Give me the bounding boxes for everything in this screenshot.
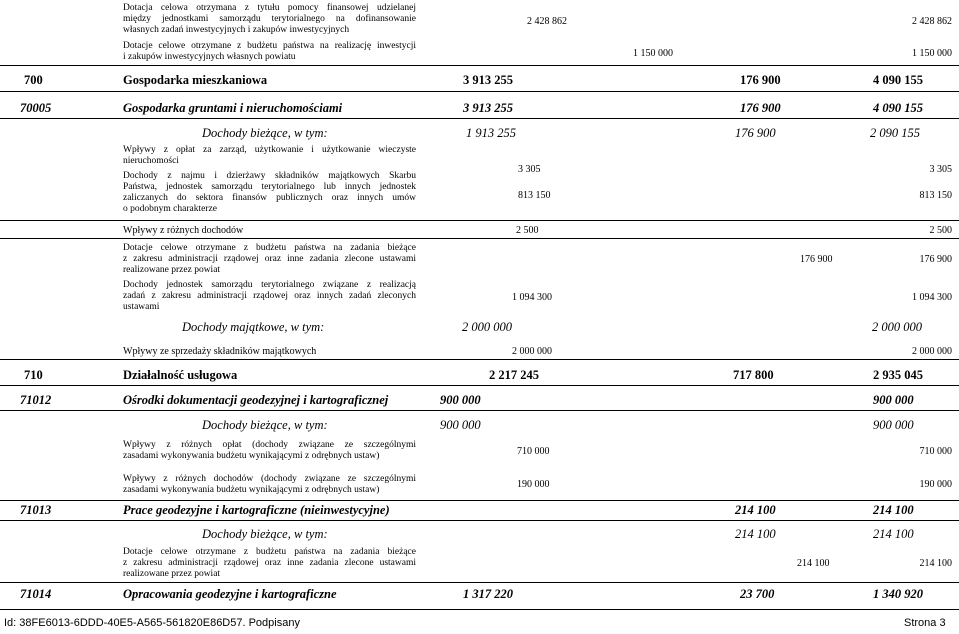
chapter-code: 710 [24, 368, 43, 382]
group-v2: 176 900 [735, 126, 776, 140]
divider [0, 410, 959, 411]
chapter-code: 700 [24, 73, 43, 87]
divider [0, 359, 959, 360]
section-code: 71014 [20, 587, 52, 601]
row-total: 2 500 [929, 225, 952, 236]
chapter-v3: 2 935 045 [873, 368, 923, 382]
row-value: 1 094 300 [512, 292, 552, 303]
section-v3: 900 000 [873, 393, 914, 407]
chapter-v3: 4 090 155 [873, 73, 923, 87]
row-text: Wpływy z opłat za zarząd, użytkowanie i użytkowanie wieczyste nieruchomości [123, 145, 416, 166]
footer-id: Id: 38FE6013-6DDD-40E5-A565-561820E86D57. Podpisany [4, 617, 300, 629]
row-total: 1 094 300 [912, 292, 952, 303]
chapter-v1: 2 217 245 [489, 368, 539, 382]
row-text: Dotacje celowe otrzymane z budżetu państwa na realizację inwestycji i zakupów inwestycyjnych własnych powiatu [123, 41, 416, 62]
section-v3: 214 100 [873, 503, 914, 517]
chapter-name: Gospodarka mieszkaniowa [123, 73, 268, 87]
row-value: 710 000 [517, 446, 550, 457]
chapter-name: Działalność usługowa [123, 368, 238, 382]
row-text: Dotacje celowe otrzymane z budżetu państwa na zadania bieżące z zakresu administracji rządowej oraz inne zadania zlecone ustawami realizowane przez powiat [123, 243, 416, 275]
row-value: 176 900 [800, 254, 833, 265]
row-total: 813 150 [919, 190, 952, 201]
row-value: 2 428 862 [527, 16, 567, 27]
divider [0, 65, 959, 66]
section-v1: 900 000 [440, 393, 481, 407]
chapter-v2: 176 900 [740, 73, 781, 87]
row-value: 214 100 [797, 558, 830, 569]
group-v3: 214 100 [873, 527, 914, 541]
row-text: Wpływy z różnych dochodów (dochody związane ze szczególnymi zasadami wykonywania budżetu wynikającymi z odrębnych ustaw) [123, 474, 416, 495]
chapter-v1: 3 913 255 [463, 73, 513, 87]
section-name: Opracowania geodezyjne i kartograficzne [123, 587, 337, 601]
group-name: Dochody bieżące, w tym: [202, 527, 328, 541]
group-v1: 900 000 [440, 418, 481, 432]
group-v2: 214 100 [735, 527, 776, 541]
row-total: 1 150 000 [912, 48, 952, 59]
section-name: Gospodarka gruntami i nieruchomościami [123, 101, 343, 115]
chapter-v2: 717 800 [733, 368, 774, 382]
row-total: 214 100 [919, 558, 952, 569]
section-name: Ośrodki dokumentacji geodezyjnej i kartograficznej [123, 393, 389, 407]
divider [0, 220, 959, 221]
divider [0, 520, 959, 521]
row-total: 3 305 [929, 164, 952, 175]
group-name: Dochody majątkowe, w tym: [182, 320, 325, 334]
group-v1: 1 913 255 [466, 126, 516, 140]
group-name: Dochody bieżące, w tym: [202, 126, 328, 140]
row-value: 2 000 000 [512, 346, 552, 357]
section-code: 70005 [20, 101, 52, 115]
row-text: Dotacja celowa otrzymana z tytułu pomocy finansowej udzielanej między jednostkami samorządu terytorialnego na dofinansowanie własnych zadań inwestycyjnych i zakupów inwestycyjnych [123, 3, 416, 35]
row-value: 813 150 [518, 190, 551, 201]
section-v3: 1 340 920 [873, 587, 923, 601]
group-name: Dochody bieżące, w tym: [202, 418, 328, 432]
group-v1: 2 000 000 [462, 320, 512, 334]
group-v3: 900 000 [873, 418, 914, 432]
section-v3: 4 090 155 [873, 101, 923, 115]
section-v2: 176 900 [740, 101, 781, 115]
section-v1: 1 317 220 [463, 587, 513, 601]
divider [0, 238, 959, 239]
row-total: 710 000 [919, 446, 952, 457]
row-total: 2 428 862 [912, 16, 952, 27]
row-value: 3 305 [518, 164, 541, 175]
group-v3: 2 000 000 [872, 320, 922, 334]
row-text: Dotacje celowe otrzymane z budżetu państwa na zadania bieżące z zakresu administracji rządowej oraz inne zadania zlecone ustawami realizowane przez powiat [123, 547, 416, 579]
row-text: Dochody z najmu i dzierżawy składników majątkowych Skarbu Państwa, jednostek samorządu terytorialnego lub innych jednostek zaliczanych do sektora finansów publicznych oraz innych umów o podobnym charakterze [123, 171, 416, 214]
footer-divider [0, 609, 959, 610]
divider [0, 582, 959, 583]
row-total: 2 000 000 [912, 346, 952, 357]
section-name: Prace geodezyjne i kartograficzne (nieinwestycyjne) [123, 503, 390, 517]
row-value: 1 150 000 [633, 48, 673, 59]
row-value: 190 000 [517, 479, 550, 490]
row-text: Dochody jednostek samorządu terytorialnego związane z realizacją zadań z zakresu administracji rządowej oraz innych zadań zleconych ustawami [123, 280, 416, 312]
section-v2: 23 700 [740, 587, 775, 601]
row-total: 176 900 [919, 254, 952, 265]
row-text: Wpływy z różnych opłat (dochody związane ze szczególnymi zasadami wykonywania budżetu wynikającymi z odrębnych ustaw) [123, 440, 416, 461]
divider [0, 118, 959, 119]
row-total: 190 000 [919, 479, 952, 490]
group-v3: 2 090 155 [870, 126, 920, 140]
row-value: 2 500 [516, 225, 539, 236]
section-v1: 3 913 255 [463, 101, 513, 115]
row-text: Wpływy ze sprzedaży składników majątkowych [123, 346, 317, 357]
page-number: Strona 3 [904, 617, 946, 629]
section-code: 71012 [20, 393, 52, 407]
section-v2: 214 100 [735, 503, 776, 517]
divider [0, 385, 959, 386]
divider [0, 91, 959, 92]
row-text: Wpływy z różnych dochodów [123, 225, 244, 236]
section-code: 71013 [20, 503, 52, 517]
divider [0, 500, 959, 501]
